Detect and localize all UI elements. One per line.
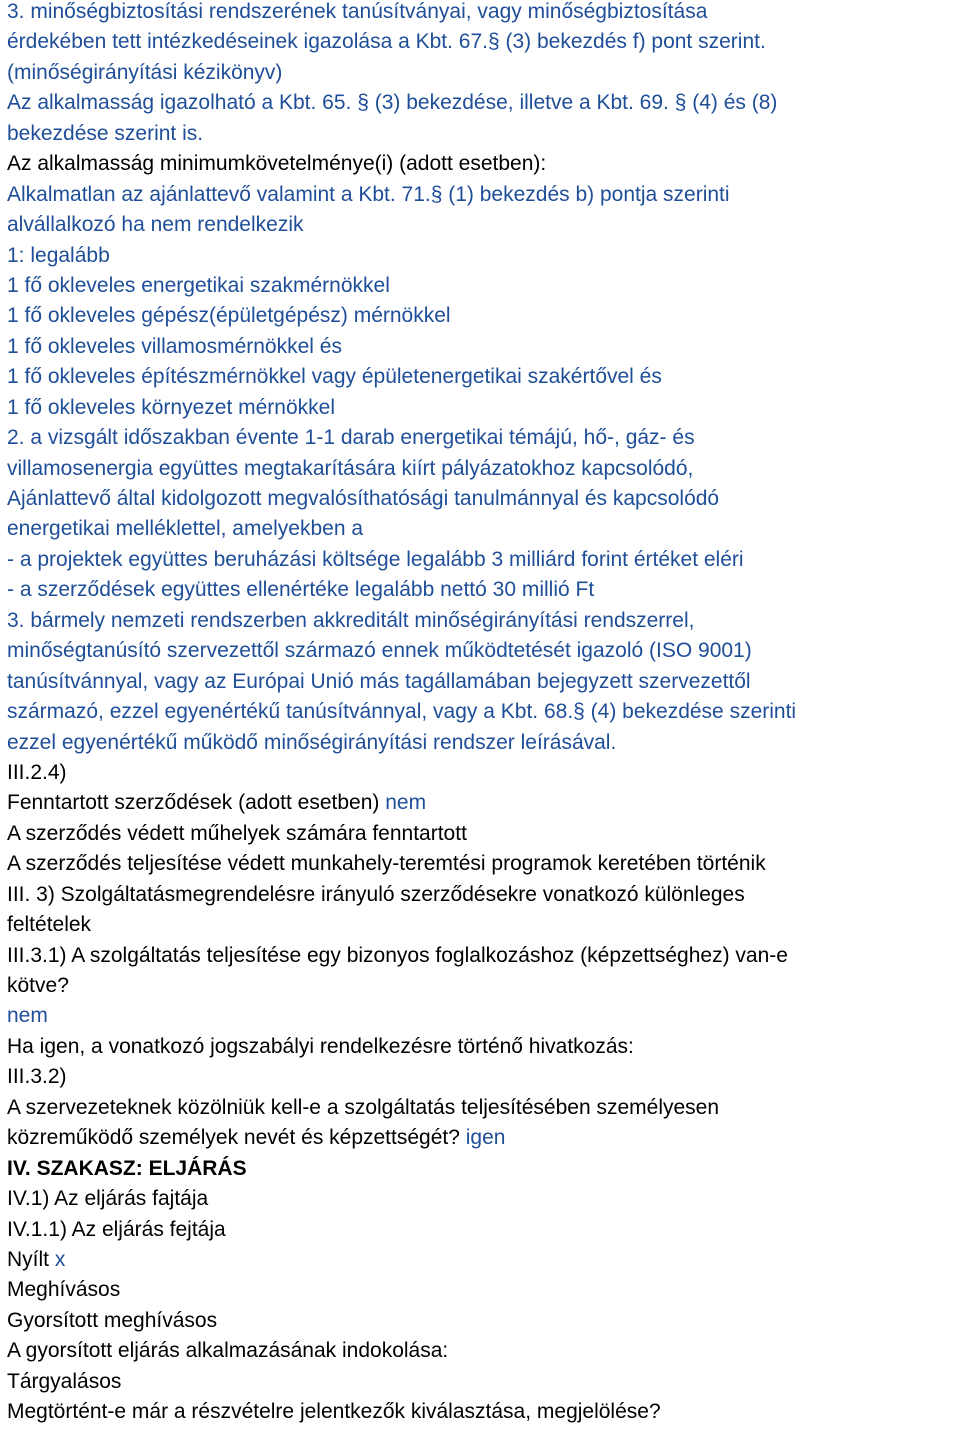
answer-text: 1 fő okleveles környezet mérnökkel [7,395,335,419]
text-line [7,58,957,88]
text-line [7,1123,957,1153]
text-line [7,423,957,453]
field-label: Fenntartott szerződések (adott esetben) [7,791,386,815]
text-line [7,606,957,636]
field-label: kötve? [7,974,69,997]
field-label: Tárgyalásos [7,1369,122,1393]
text-line [7,484,957,514]
text-line [7,667,957,697]
text-line [7,332,957,362]
answer-text: 3. minőségbiztosítási rendszerének tanúsítványai, vagy minőségbiztosítása [7,0,708,23]
field-label: A szerződés védett műhelyek számára fenntartott [7,821,467,845]
text-line [7,27,957,57]
answer-text: tanúsítvánnyal, vagy az Európai Unió más tagállamában bejegyzett szervezettől [7,669,751,693]
answer-text: 1 fő okleveles gépész(épületgépész) mérnökkel [7,304,451,328]
text-line [7,1062,957,1092]
answer-text: x [54,1247,66,1271]
text-line [7,301,957,331]
text-line [7,1306,957,1336]
text-line [7,241,957,271]
text-line [7,697,957,727]
text-line [7,1154,957,1184]
text-line [7,271,957,301]
text-line [7,0,957,27]
field-label: A szervezeteknek közölniük kell-e a szolgáltatás teljesítésében személyesen [7,1095,720,1119]
text-line [7,1093,957,1123]
field-label: III.2.4) [7,760,67,784]
text-line [7,1367,957,1397]
answer-text: Az alkalmasság igazolható a Kbt. 65. § (3) bekezdése, illetve a Kbt. 69. § (4) és (8) [7,91,778,115]
answer-text: ezzel egyenértékű működő minőségirányítási rendszer leírásával. [7,730,617,754]
answer-text: - a projektek együttes beruházási költsége legalább 3 milliárd forint értéket eléri [7,547,744,571]
answer-text: érdekében tett intézkedéseinek igazolása a Kbt. 67.§ (3) bekezdés f) pont szerint. [7,30,766,54]
text-line [7,728,957,758]
text-line [7,1215,957,1245]
text-line [7,1001,957,1031]
text-line [7,88,957,118]
field-label: IV.1) Az eljárás fajtája [7,1187,209,1211]
document-body [7,0,957,1428]
text-line [7,1275,957,1305]
answer-text: minőségtanúsító szervezettől származó ennek működtetését igazoló (ISO 9001) [7,639,752,663]
answer-text: 1 fő okleveles villamosmérnökkel és [7,334,342,358]
text-line [7,210,957,240]
text-line [7,514,957,544]
field-label: III.3.2) [7,1065,67,1089]
text-line [7,393,957,423]
text-line [7,636,957,666]
field-label: feltételek [7,913,92,937]
answer-text: 1 fő okleveles építészmérnökkel vagy épületenergetikai szakértővel és [7,365,662,389]
field-label: közreműködő személyek nevét és képzettségét? [7,1126,466,1150]
field-label: Gyorsított meghívásos [7,1308,218,1332]
text-line [7,941,957,971]
answer-text: Ajánlattevő által kidolgozott megvalósíthatósági tanulmánnyal és kapcsolódó [7,487,720,510]
text-line [7,880,957,910]
answer-text: 1 fő okleveles energetikai szakmérnökkel [7,273,390,297]
text-line [7,119,957,149]
text-line [7,758,957,788]
answer-text: 2. a vizsgált időszakban évente 1-1 darab energetikai témájú, hő-, gáz- és [7,426,695,450]
answer-text: villamosenergia együttes megtakarítására kiírt pályázatokhoz kapcsolódó, [7,456,694,480]
field-label: Nyílt [7,1247,55,1271]
text-line [7,575,957,605]
answer-text: Alkalmatlan az ajánlattevő valamint a Kbt. 71.§ (1) bekezdés b) pontja szerinti [7,182,730,206]
answer-text: energetikai melléklettel, amelyekben a [7,517,364,541]
answer-text: - a szerződések együttes ellenértéke legalább nettó 30 millió Ft [7,578,595,602]
field-label: Meghívásos [7,1278,121,1302]
field-label: III. 3) Szolgáltatásmegrendelésre irányuló szerződésekre vonatkozó különleges [7,882,745,906]
text-line [7,1184,957,1214]
answer-text: (minőségirányítási kézikönyv) [7,60,283,84]
field-label: III.3.1) A szolgáltatás teljesítése egy bizonyos foglalkozáshoz (képzettséghez) van-e [7,943,788,967]
text-line [7,788,957,818]
field-label: A gyorsított eljárás alkalmazásának indokolása: [7,1339,449,1363]
field-label: Megtörtént-e már a részvételre jelentkezők kiválasztása, megjelölése? [7,1400,661,1424]
field-label: IV.1.1) Az eljárás fejtája [7,1217,226,1241]
text-line [7,149,957,179]
text-line [7,910,957,940]
answer-text: nem [385,791,427,815]
answer-text: bekezdése szerint is. [7,121,204,145]
text-line [7,1336,957,1366]
text-line [7,545,957,575]
text-line [7,849,957,879]
answer-text: igen [465,1126,506,1150]
text-line [7,819,957,849]
answer-text: nem [7,1004,48,1028]
field-label: Az alkalmasság minimumkövetelménye(i) (adott esetben): [7,152,547,176]
text-line [7,1397,957,1427]
text-line [7,454,957,484]
answer-text: 3. bármely nemzeti rendszerben akkreditált minőségirányítási rendszerrel, [7,608,695,632]
answer-text: alvállalkozó ha nem rendelkezik [7,213,304,237]
text-line [7,362,957,392]
answer-text: származó, ezzel egyenértékű tanúsítvánnyal, vagy a Kbt. 68.§ (4) bekezdése szerinti [7,700,797,724]
section-heading: IV. SZAKASZ: ELJÁRÁS [7,1156,247,1180]
answer-text: 1: legalább [7,243,110,267]
text-line [7,1245,957,1275]
text-line [7,180,957,210]
text-line [7,971,957,1001]
field-label: Ha igen, a vonatkozó jogszabályi rendelkezésre történő hivatkozás: [7,1034,634,1058]
field-label: A szerződés teljesítése védett munkahely-teremtési programok keretében történik [7,852,766,876]
text-line [7,1032,957,1062]
